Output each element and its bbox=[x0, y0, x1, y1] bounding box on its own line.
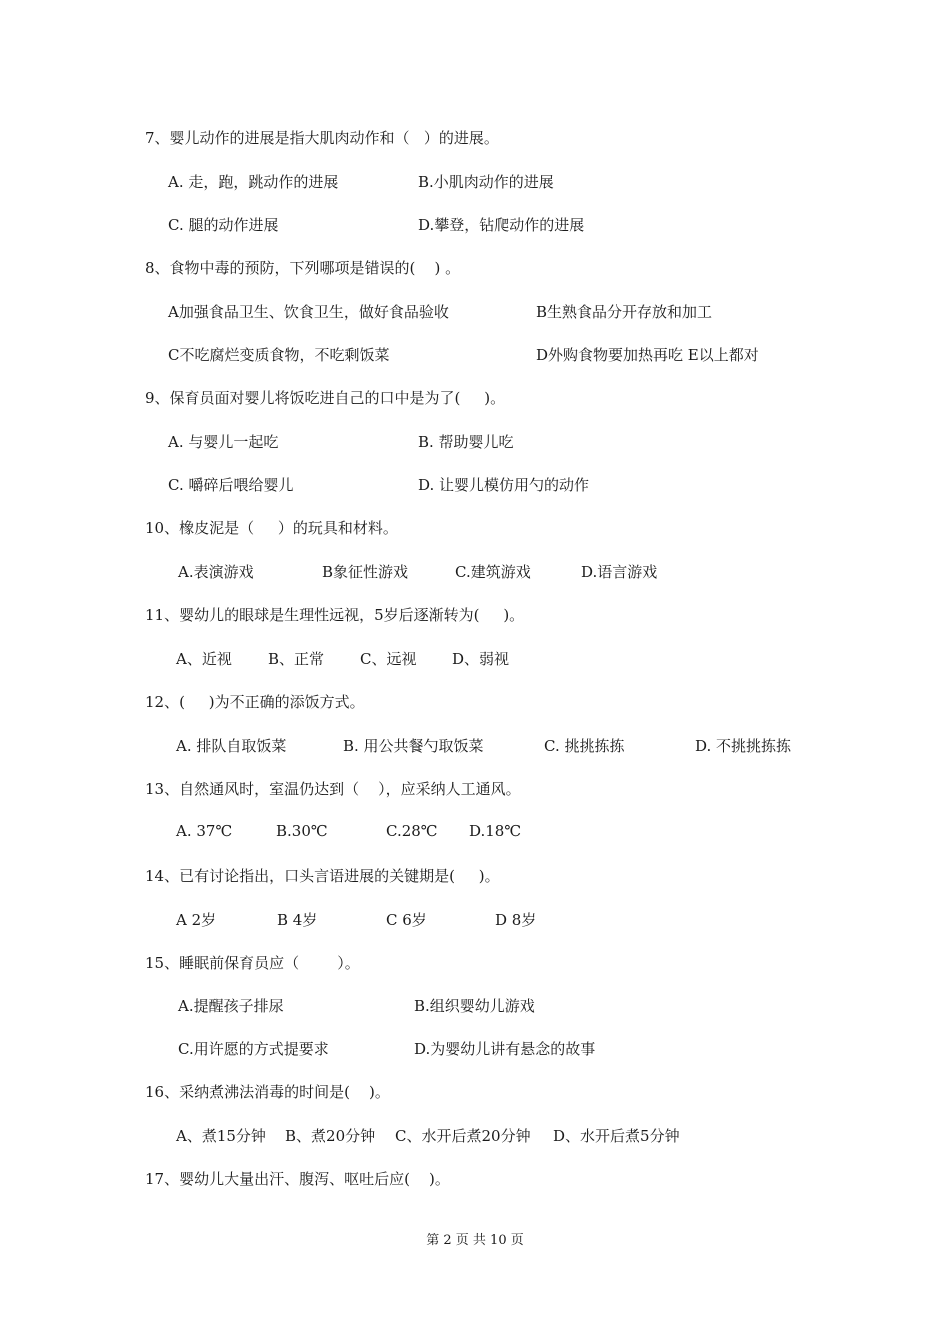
option-11a: A、近视 bbox=[176, 650, 232, 668]
option-15d: D.为婴幼儿讲有悬念的故事 bbox=[414, 1040, 596, 1058]
question-13: 13、自然通风时，室温仍达到（ ），应采纳人工通风。 bbox=[145, 780, 521, 798]
question-16: 16、采纳煮沸法消毒的时间是( )。 bbox=[145, 1083, 390, 1101]
option-8c: C不吃腐烂变质食物，不吃剩饭菜 bbox=[168, 346, 390, 364]
question-15: 15、睡眠前保育员应（ ）。 bbox=[145, 954, 360, 972]
option-8d: D外购食物要加热再吃 E以上都对 bbox=[536, 346, 759, 364]
option-10a: A.表演游戏 bbox=[178, 563, 254, 581]
option-9b: B. 帮助婴儿吃 bbox=[418, 433, 514, 451]
option-14d: D 8岁 bbox=[495, 911, 537, 929]
option-8a: A加强食品卫生、饮食卫生，做好食品验收 bbox=[168, 303, 449, 321]
option-12d: D. 不挑挑拣拣 bbox=[695, 737, 792, 755]
question-9: 9、保育员面对婴儿将饭吃进自己的口中是为了( )。 bbox=[145, 389, 506, 407]
option-16d: D、水开后煮5分钟 bbox=[553, 1127, 680, 1145]
option-9c: C. 嚼碎后喂给婴儿 bbox=[168, 476, 294, 494]
option-10d: D.语言游戏 bbox=[581, 563, 658, 581]
question-7: 7、婴儿动作的进展是指大肌肉动作和（ ）的进展。 bbox=[145, 129, 499, 147]
option-7d: D.攀登，钻爬动作的进展 bbox=[418, 216, 585, 234]
option-14c: C 6岁 bbox=[386, 911, 427, 929]
option-9a: A. 与婴儿一起吃 bbox=[168, 433, 279, 451]
option-16c: C、水开后煮20分钟 bbox=[395, 1127, 531, 1145]
option-7a: A. 走，跑，跳动作的进展 bbox=[168, 173, 339, 191]
option-7c: C. 腿的动作进展 bbox=[168, 216, 279, 234]
option-12a: A. 排队自取饭菜 bbox=[176, 737, 287, 755]
option-12c: C. 挑挑拣拣 bbox=[544, 737, 625, 755]
option-15c: C.用许愿的方式提要求 bbox=[178, 1040, 329, 1058]
option-15a: A.提醒孩子排尿 bbox=[178, 997, 284, 1015]
option-11d: D、弱视 bbox=[452, 650, 510, 668]
option-10b: B象征性游戏 bbox=[322, 563, 409, 581]
option-9d: D. 让婴儿模仿用勺的动作 bbox=[418, 476, 590, 494]
option-16a: A、煮15分钟 bbox=[176, 1127, 266, 1145]
option-16b: B、煮20分钟 bbox=[285, 1127, 376, 1145]
question-11: 11、婴幼儿的眼球是生理性远视，5岁后逐渐转为( )。 bbox=[145, 606, 525, 624]
option-7b: B.小肌肉动作的进展 bbox=[418, 173, 554, 191]
option-14b: B 4岁 bbox=[277, 911, 318, 929]
question-14: 14、已有讨论指出，口头言语进展的关键期是( )。 bbox=[145, 867, 500, 885]
question-8: 8、食物中毒的预防，下列哪项是错误的( ) 。 bbox=[145, 259, 461, 277]
option-10c: C.建筑游戏 bbox=[455, 563, 531, 581]
option-13a: A. 37℃ bbox=[176, 822, 233, 840]
option-15b: B.组织婴幼儿游戏 bbox=[414, 997, 535, 1015]
question-12: 12、( )为不正确的添饭方式。 bbox=[145, 693, 365, 711]
option-13c: C.28℃ bbox=[386, 822, 438, 840]
option-12b: B. 用公共餐勺取饭菜 bbox=[343, 737, 484, 755]
option-11c: C、远视 bbox=[360, 650, 417, 668]
option-11b: B、正常 bbox=[268, 650, 325, 668]
option-8b: B生熟食品分开存放和加工 bbox=[536, 303, 713, 321]
question-17: 17、婴幼儿大量出汗、腹泻、呕吐后应( )。 bbox=[145, 1170, 450, 1188]
question-10: 10、橡皮泥是（ ）的玩具和材料。 bbox=[145, 519, 398, 537]
option-13d: D.18℃ bbox=[469, 822, 522, 840]
option-14a: A 2岁 bbox=[176, 911, 217, 929]
option-13b: B.30℃ bbox=[276, 822, 328, 840]
page-number-footer: 第 2 页 共 10 页 bbox=[426, 1233, 524, 1248]
